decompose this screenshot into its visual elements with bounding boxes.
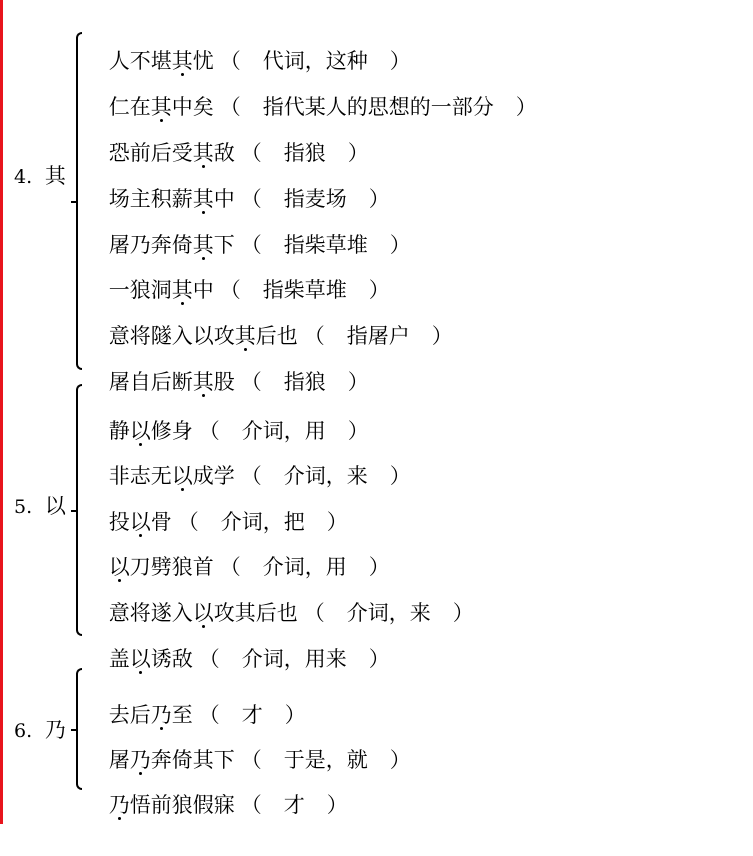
annotation: 才 [283,793,305,817]
annotation: 介词，用 [262,555,347,579]
annotation: 指麦场 [283,187,347,211]
annotation: 代词，这种 [262,49,368,73]
key-char: 乃 [108,793,130,817]
key-char: 其 [150,95,172,119]
list-item: 屠自后断其股 （ 指狼 ） [108,370,369,394]
annotation: 介词，来 [346,601,431,625]
list-item: 场主积薪其中 （ 指麦场 ） [108,187,390,211]
list-item: 静以修身 （ 介词，用 ） [108,419,369,443]
annotation: 介词，来 [283,464,368,488]
list-item: 一狼洞其中 （ 指柴草堆 ） [108,278,390,302]
key-char: 以 [129,510,151,534]
key-char: 其 [171,49,193,73]
annotation: 指狼 [283,370,326,394]
key-char: 以 [129,419,151,443]
annotation: 指屠户 [346,324,410,348]
annotation: 介词，把 [220,510,305,534]
list-item: 乃悟前狼假寐 （ 才 ） [108,793,348,817]
annotation: 于是，就 [283,748,368,772]
group-char: 以 [44,494,66,518]
list-item: 恐前后受其敌 （ 指狼 ） [108,141,369,165]
list-item: 人不堪其忧 （ 代词，这种 ） [108,49,411,73]
list-item: 盖以诱敌 （ 介词，用来 ） [108,647,390,671]
key-char: 其 [192,141,214,165]
list-item: 投以骨 （ 介词，把 ） [108,510,348,534]
left-red-rule [0,0,3,824]
annotation: 介词，用 [241,419,326,443]
list-item: 意将隧入以攻其后也 （ 指屠户 ） [108,324,453,348]
key-char: 其 [234,324,256,348]
group-char: 乃 [44,718,66,742]
key-char: 乃 [150,703,172,727]
list-item: 去后乃至 （ 才 ） [108,703,306,727]
key-char: 以 [171,464,193,488]
key-char: 以 [129,647,151,671]
list-item: 屠乃奔倚其下 （ 于是，就 ） [108,748,411,772]
key-char: 其 [192,370,214,394]
key-char: 其 [192,233,214,257]
group-number: 5. [14,496,33,518]
list-item: 意将遂入以攻其后也 （ 介词，来 ） [108,601,474,625]
list-item: 非志无以成学 （ 介词，来 ） [108,464,411,488]
group-char: 其 [44,164,66,188]
annotation: 才 [241,703,263,727]
key-char: 乃 [129,748,151,772]
list-item: 屠乃奔倚其下 （ 指柴草堆 ） [108,233,411,257]
group-label [14,164,66,189]
key-char: 以 [108,555,130,579]
annotation: 指柴草堆 [283,233,368,257]
group-number: 4. [14,166,33,188]
annotation: 介词，用来 [241,647,347,671]
group-label [14,494,66,519]
group-label [14,718,66,743]
annotation: 指柴草堆 [262,278,347,302]
list-item: 以刀劈狼首 （ 介词，用 ） [108,555,390,579]
key-char: 其 [192,187,214,211]
key-char: 其 [171,278,193,302]
annotation: 指代某人的思想的一部分 [262,95,494,119]
list-item: 仁在其中矣 （ 指代某人的思想的一部分 ） [108,95,537,119]
group-number: 6. [14,720,33,742]
annotation: 指狼 [283,141,326,165]
key-char: 以 [192,601,214,625]
